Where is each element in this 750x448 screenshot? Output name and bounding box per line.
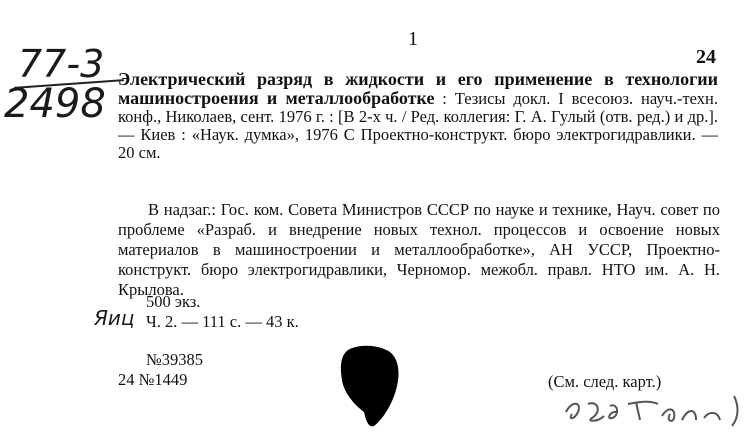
inventory-number-secondary: 24 №1449 [118, 370, 188, 389]
see-next-card: (См. след. карт.) [548, 372, 662, 391]
bibliographic-entry [118, 70, 718, 162]
print-run: 500 экз. [146, 292, 201, 311]
shelf-number: 2498 [4, 81, 106, 127]
note-paragraph: В надзаг.: Гос. ком. Совета Министров СССР по науке и технике, Науч. совет по проблеме «Разраб. и внедрение новых технол. процессов и освоение новых материалов в машиностроении и металлообработке», АН УССР, Проектно-конструкт. бюро электрогидравлики, Черномор. межобл. правл. НТО им. А. Н. Крылова. [118, 200, 720, 299]
card-number: 24 [696, 46, 716, 68]
librarian-signature: Яиц [94, 306, 135, 330]
handwritten-note [558, 390, 748, 430]
shelf-code: 77-3 [18, 42, 105, 86]
top-mark: 1 [408, 28, 418, 50]
inventory-number: №39385 [146, 350, 203, 369]
book-description: : Тезисы докл. I всесоюз. науч.-техн. конф., Николаев, сент. 1976 г. : [В 2-х ч. / Ред. коллегия: Г. А. Гулый (отв. ред.) и др.]. — Киев : «Наук. думка», 1976 С Проектно-конструкт. бюро электрогидравлики. — 20 см. [118, 89, 718, 162]
part-pages-price: Ч. 2. — 111 с. — 43 к. [146, 312, 299, 331]
book-title: Электрический разряд в жидкости и его применение в технологии машиностроения и металлообработке [118, 69, 718, 108]
ink-blot [338, 342, 402, 428]
